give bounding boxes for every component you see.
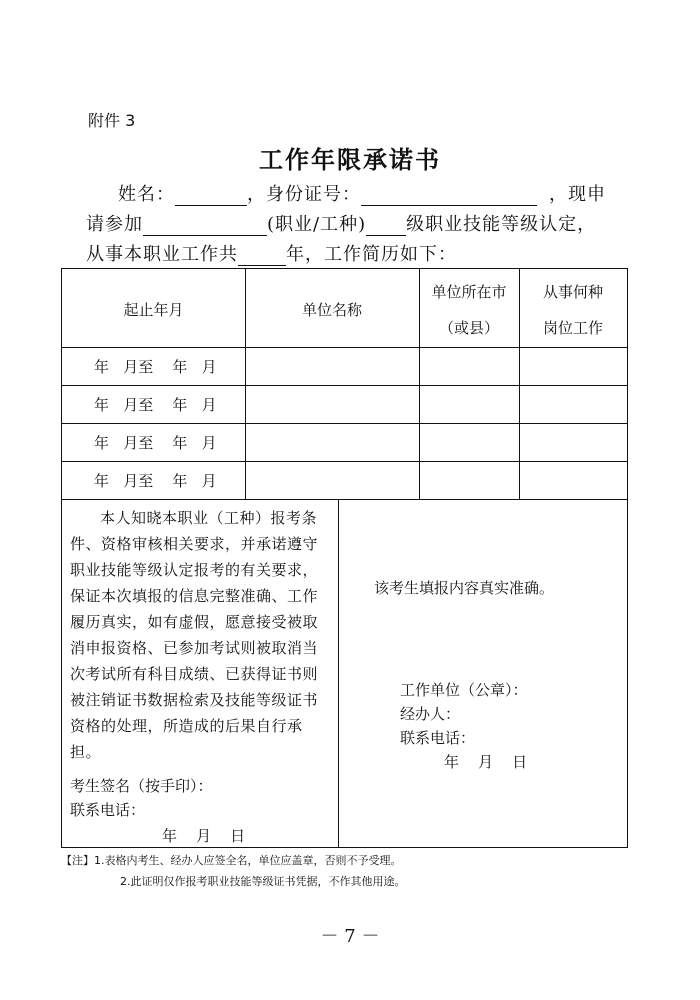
col-divider — [519, 269, 520, 499]
employer-label: 工作单位（公章）： — [400, 681, 528, 699]
signature-label: 考生签名（按手印）： — [70, 777, 213, 795]
verify-statement: 该考生填报内容真实准确。 — [374, 579, 555, 597]
work-prefix: 从事本职业工作共 — [86, 244, 238, 265]
employer-date: 年 月 日 — [444, 753, 528, 771]
intro-line-3 — [86, 240, 457, 266]
row-divider — [62, 461, 627, 462]
row-date: 年 月至 年 月 — [94, 358, 217, 376]
row-divider — [62, 347, 627, 348]
row-divider — [62, 385, 627, 386]
row-date: 年 月至 年 月 — [94, 472, 217, 490]
intro-line-1 — [118, 180, 606, 206]
id-label: ，身份证号： — [247, 184, 361, 205]
attachment-label: 附件 3 — [88, 111, 136, 130]
intro-line-2 — [86, 210, 596, 236]
row-divider — [62, 423, 627, 424]
document-title: 工作年限承诺书 — [259, 145, 441, 174]
commitment-box — [61, 499, 628, 848]
handler-label: 经办人： — [400, 705, 461, 723]
work-history-table — [61, 268, 628, 500]
header-location-1: 单位所在市 — [431, 283, 507, 301]
commitment-text: 本人知晓本职业（工种）报考条件、资格审核相关要求，并承诺遵守职业技能等级认定报考的有关要求，保证本次填报的信息完整准确、工作履历真实，如有虚假，愿意接受被取消申报资格、已参加考试则被取消当次考试所有科目成绩、已获得证书则被注销证书数据检索及技能等级证书资格的处理，所造成的后果自行承担。 — [70, 509, 319, 761]
name-label: 姓名： — [118, 184, 175, 205]
row-date: 年 月至 年 月 — [94, 434, 217, 452]
occupation-blank[interactable] — [143, 217, 267, 236]
header-period: 起止年月 — [123, 301, 184, 319]
level-label: 级职业技能等级认定， — [406, 214, 597, 235]
occupation-label: (职业/工种) — [267, 214, 367, 235]
work-suffix: 年，工作简历如下： — [286, 244, 457, 265]
candidate-date: 年 月 日 — [162, 827, 246, 845]
header-location-2: （或县） — [438, 319, 499, 337]
candidate-phone-label: 联系电话： — [70, 801, 146, 819]
header-position-1: 从事何种 — [542, 283, 603, 301]
apply-prefix: 请参加 — [86, 214, 143, 235]
level-blank[interactable] — [366, 217, 406, 236]
box-divider — [338, 499, 339, 847]
header-unit: 单位名称 — [301, 301, 362, 319]
note-line-2: 2.此证明仅作报考职业技能等级证书凭据，不作其他用途。 — [120, 875, 406, 888]
col-divider — [419, 269, 420, 499]
page-number: － 7 － — [320, 926, 380, 947]
note-line-1: 【注】1.表格内考生、经办人应签全名，单位应盖章，否则不予受理。 — [61, 854, 402, 867]
employer-phone-label: 联系电话： — [400, 729, 476, 747]
row-date: 年 月至 年 月 — [94, 396, 217, 414]
apply-suffix: ，现申 — [549, 184, 606, 205]
name-blank[interactable] — [175, 187, 247, 206]
id-number-blank[interactable] — [361, 187, 537, 206]
years-blank[interactable] — [238, 247, 286, 266]
header-position-2: 岗位工作 — [542, 319, 603, 337]
